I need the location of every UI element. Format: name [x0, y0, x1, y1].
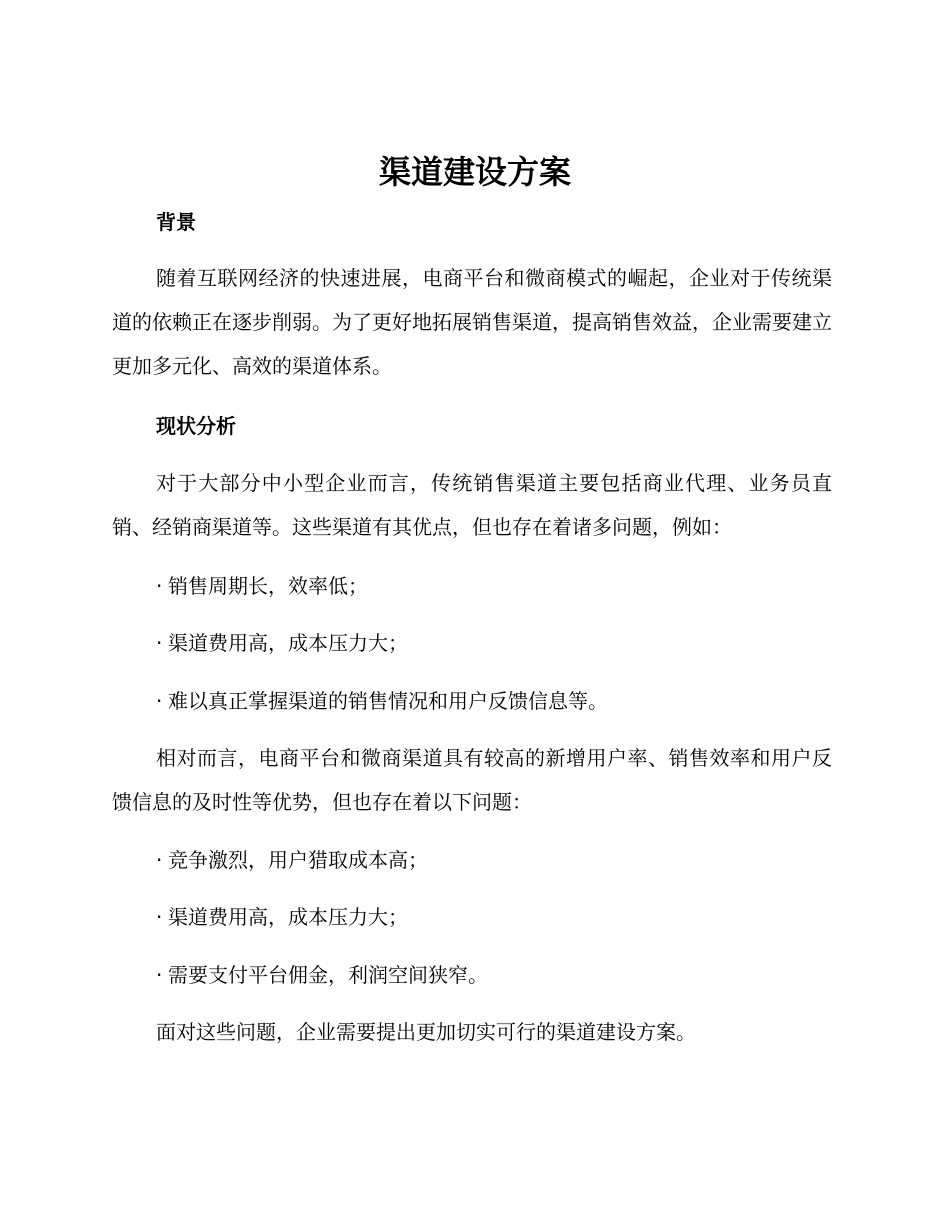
list-item — [156, 960, 488, 990]
bullet-symbol: · — [156, 963, 163, 987]
bullet-symbol: · — [156, 689, 163, 713]
bullet-symbol: · — [156, 905, 163, 929]
bullet-symbol: · — [156, 848, 163, 872]
background-paragraph: 随着互联网经济的快速进展，电商平台和微商模式的崛起，企业对于传统渠道的依赖正在逐步削弱。为了更好地拓展销售渠道，提高销售效益，企业需要建立更加多元化、高效的渠道体系。 — [112, 266, 832, 378]
document-title: 渠道建设方案 — [378, 153, 571, 191]
list-item-text: 竞争激烈，用户猎取成本高； — [168, 848, 428, 872]
analysis-paragraph-2: 相对而言，电商平台和微商渠道具有较高的新增用户率、销售效率和用户反馈信息的及时性等优势，但也存在着以下问题： — [112, 746, 832, 814]
conclusion-paragraph: 面对这些问题，企业需要提出更加切实可行的渠道建设方案。 — [156, 1020, 696, 1044]
list-item-text: 渠道费用高，成本压力大； — [168, 905, 408, 929]
bullet-symbol: · — [156, 631, 163, 655]
list-item-text: 难以真正掌握渠道的销售情况和用户反馈信息等。 — [168, 689, 608, 713]
list-item-text: 渠道费用高，成本压力大； — [168, 631, 408, 655]
list-item-text: 销售周期长，效率低； — [168, 574, 368, 598]
list-item-text: 需要支付平台佣金，利润空间狭窄。 — [168, 963, 488, 987]
list-item — [156, 686, 608, 716]
section-heading-background: 背景 — [156, 210, 196, 234]
bullet-symbol: · — [156, 574, 163, 598]
analysis-paragraph-1: 对于大部分中小型企业而言，传统销售渠道主要包括商业代理、业务员直销、经销商渠道等。这些渠道有其优点，但也存在着诸多问题，例如： — [112, 471, 832, 539]
list-item — [156, 902, 408, 932]
list-item — [156, 571, 368, 601]
list-item — [156, 628, 408, 658]
section-heading-analysis: 现状分析 — [156, 414, 236, 438]
list-item — [156, 845, 428, 875]
